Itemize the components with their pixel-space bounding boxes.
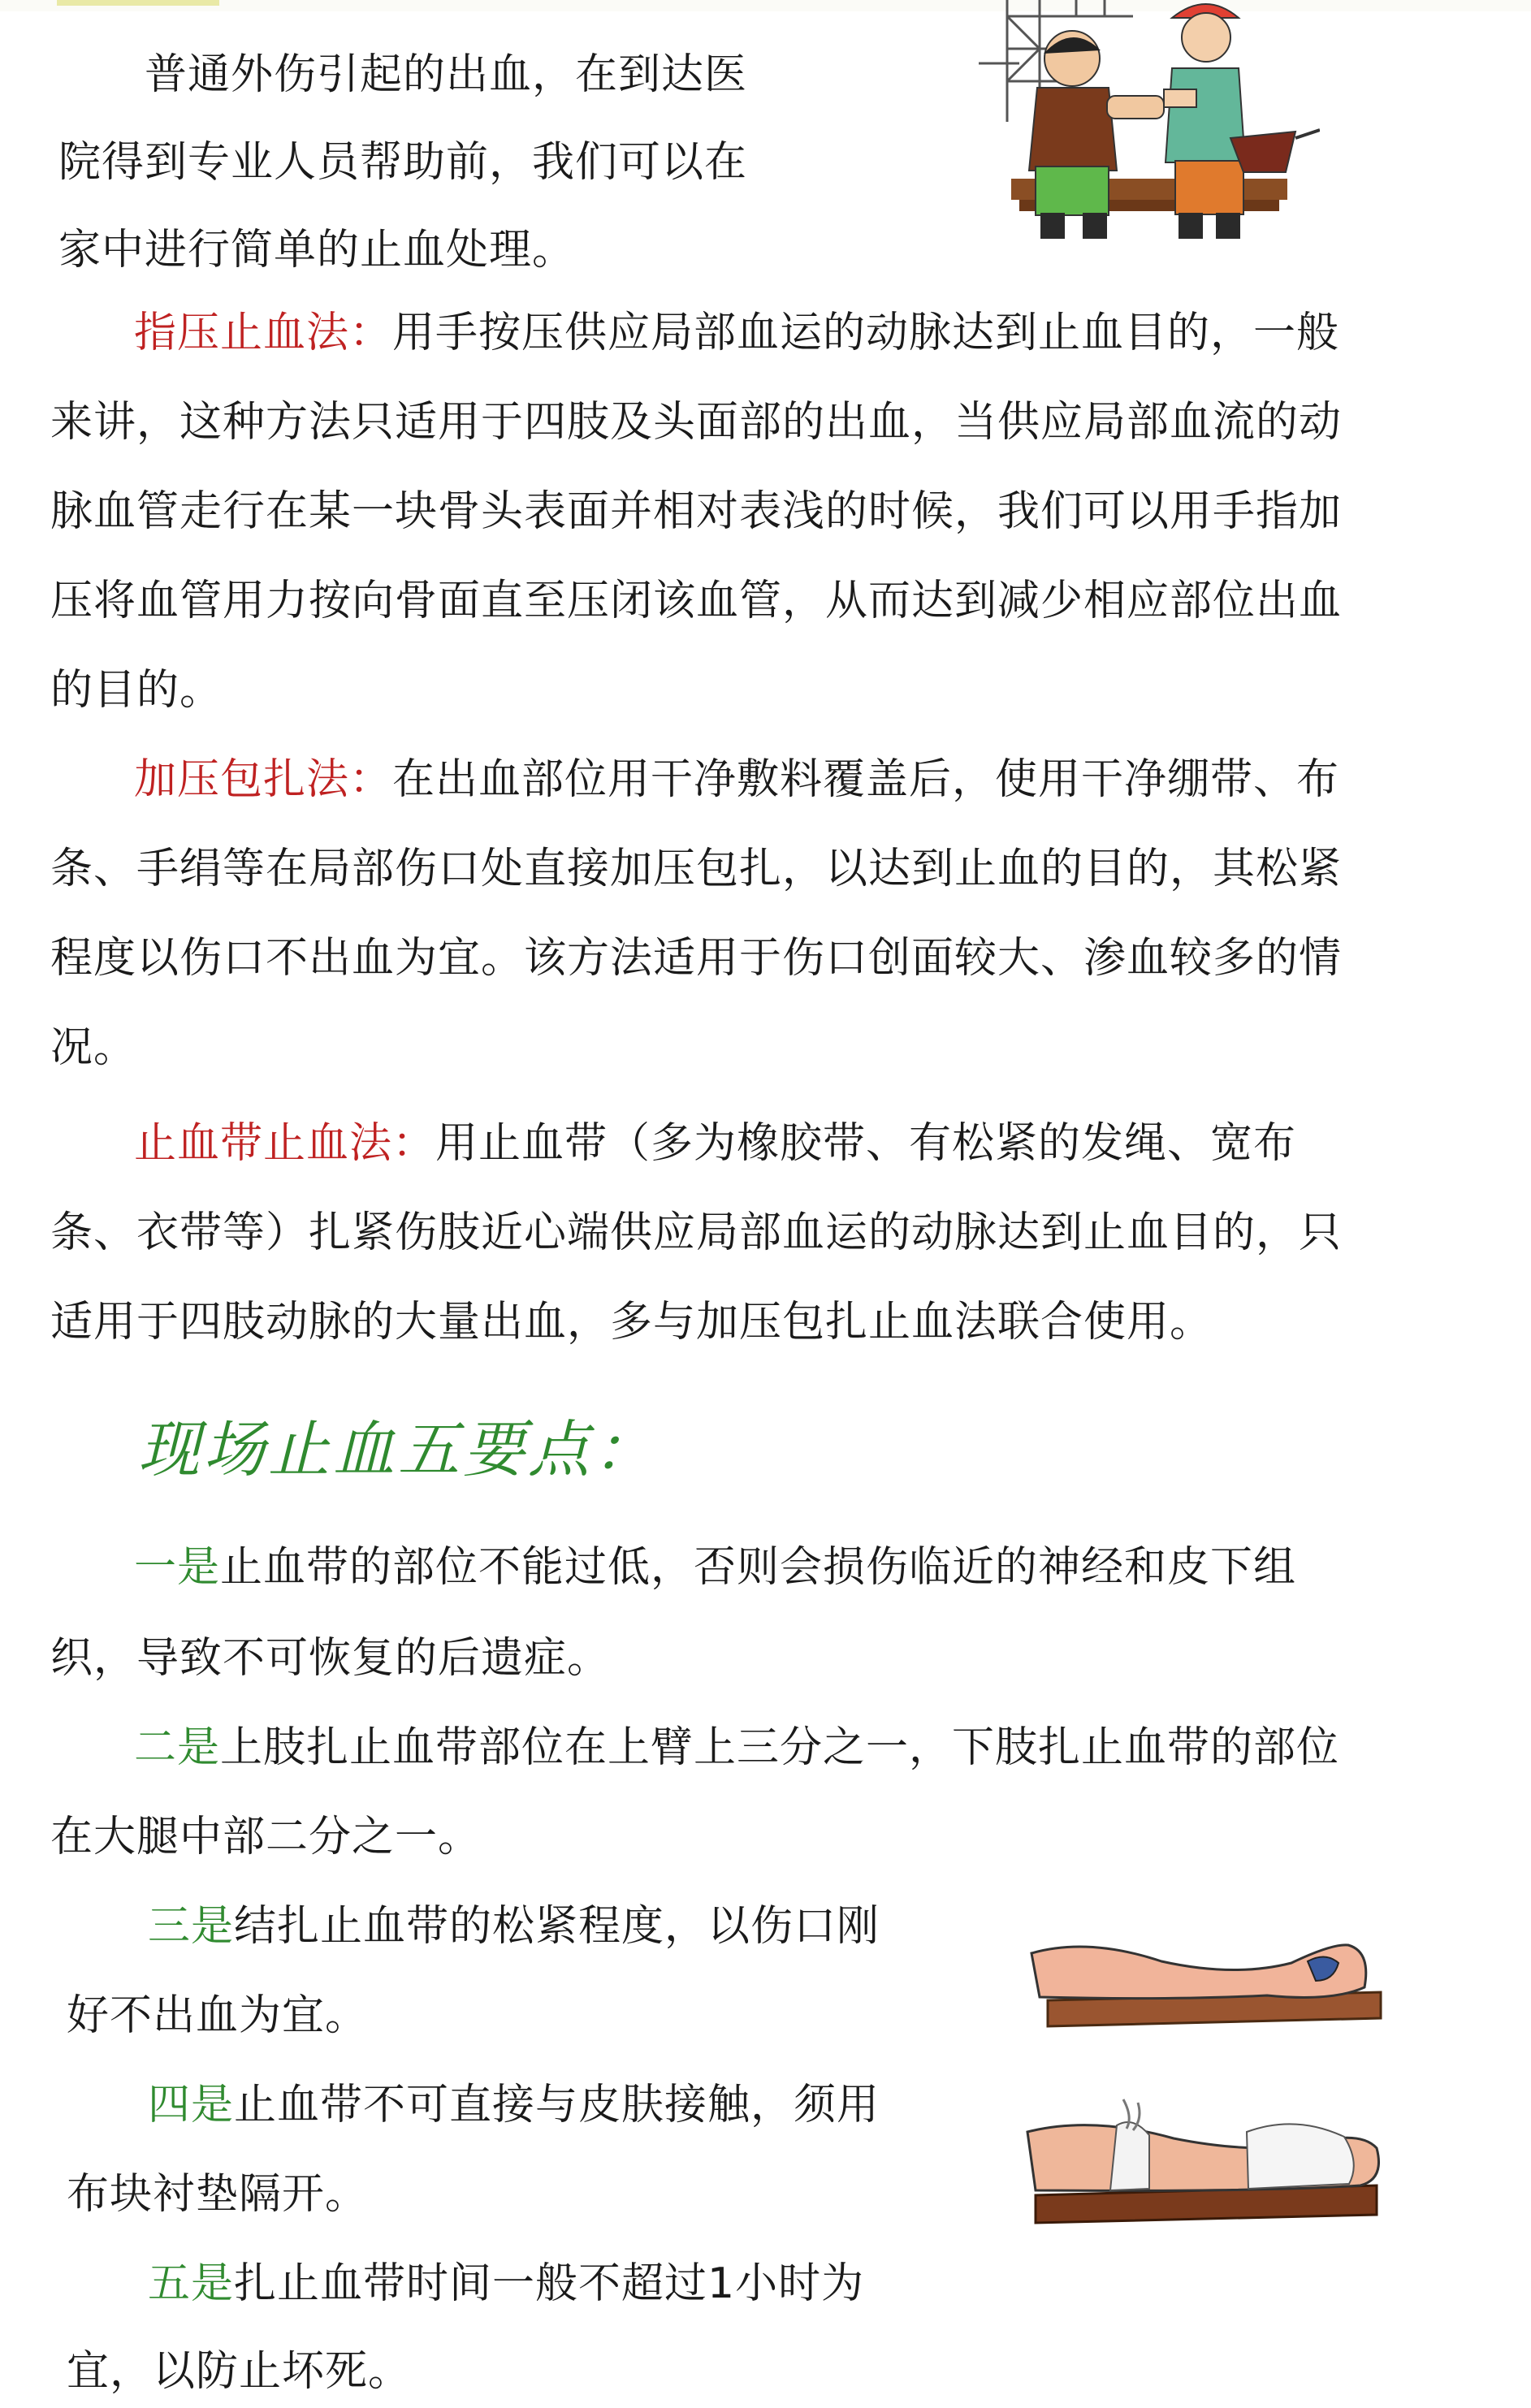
method-2-label: 加压包扎法：	[134, 755, 393, 804]
method-2-line-1: 加压包扎法：在出血部位用干净敷料覆盖后，使用干净绷带、布	[134, 755, 1340, 804]
point-4-label: 四是	[148, 2081, 235, 2129]
section-title: 现场止血五要点：	[138, 1413, 658, 1485]
method-3-line-2: 条、衣带等）扎紧伤肢近心端供应局部血运的动脉达到止血目的，只	[50, 1208, 1343, 1257]
worker-first-aid-illustration	[962, 0, 1320, 244]
intro-line-1: 普通外伤引起的出血，在到达医	[145, 50, 748, 99]
bandaged-arm-illustration	[1019, 2083, 1401, 2229]
method-1-label: 指压止血法：	[134, 309, 393, 357]
method-3-line-1: 止血带止血法：用止血带（多为橡胶带、有松紧的发绳、宽布	[134, 1119, 1297, 1168]
method-2-line-4: 况。	[50, 1023, 137, 1072]
point-2-line-1: 二是上肢扎止血带部位在上臂上三分之一，下肢扎止血带的部位	[134, 1723, 1340, 1772]
method-2-line-3: 程度以伤口不出血为宜。该方法适用于伤口创面较大、渗血较多的情	[50, 934, 1343, 983]
method-1-line-3: 脉血管走行在某一块骨头表面并相对表浅的时候，我们可以用手指加	[50, 487, 1343, 536]
point-2-label: 二是	[134, 1723, 221, 1772]
point-1-line-2: 织，导致不可恢复的后遗症。	[50, 1634, 611, 1683]
method-1-line-4: 压将血管用力按向骨面直至压闭该血管，从而达到减少相应部位出血	[50, 577, 1343, 625]
point-4-line-1: 四是止血带不可直接与皮肤接触，须用	[148, 2081, 880, 2129]
method-3-line-3: 适用于四肢动脉的大量出血，多与加压包扎止血法联合使用。	[50, 1298, 1213, 1347]
intro-line-3: 家中进行简单的止血处理。	[58, 226, 576, 275]
point-5-line-1: 五是扎止血带时间一般不超过1小时为	[148, 2259, 865, 2308]
method-1-line-2: 来讲，这种方法只适用于四肢及头面部的出血，当供应局部血流的动	[50, 398, 1343, 447]
point-3-line-1: 三是结扎止血带的松紧程度，以伤口刚	[148, 1902, 880, 1951]
method-1-line-5: 的目的。	[50, 666, 223, 715]
method-1-line-1: 指压止血法：用手按压供应局部血运的动脉达到止血目的，一般	[134, 309, 1340, 357]
method-2-line-2: 条、手绢等在局部伤口处直接加压包扎，以达到止血的目的，其松紧	[50, 845, 1343, 893]
point-4-line-2: 布块衬垫隔开。	[67, 2170, 369, 2219]
point-1-label: 一是	[134, 1543, 221, 1592]
method-3-label: 止血带止血法：	[134, 1119, 436, 1168]
point-5-label: 五是	[148, 2259, 235, 2308]
point-3-label: 三是	[148, 1902, 235, 1951]
point-2-line-2: 在大腿中部二分之一。	[50, 1813, 482, 1861]
point-1-line-1: 一是止血带的部位不能过低，否则会损伤临近的神经和皮下组	[134, 1543, 1297, 1592]
intro-line-2: 院得到专业人员帮助前，我们可以在	[58, 138, 748, 187]
arm-wound-illustration	[1023, 1896, 1397, 2034]
point-3-line-2: 好不出血为宜。	[67, 1991, 369, 2040]
point-5-line-2: 宜，以防止坏死。	[67, 2347, 412, 2396]
